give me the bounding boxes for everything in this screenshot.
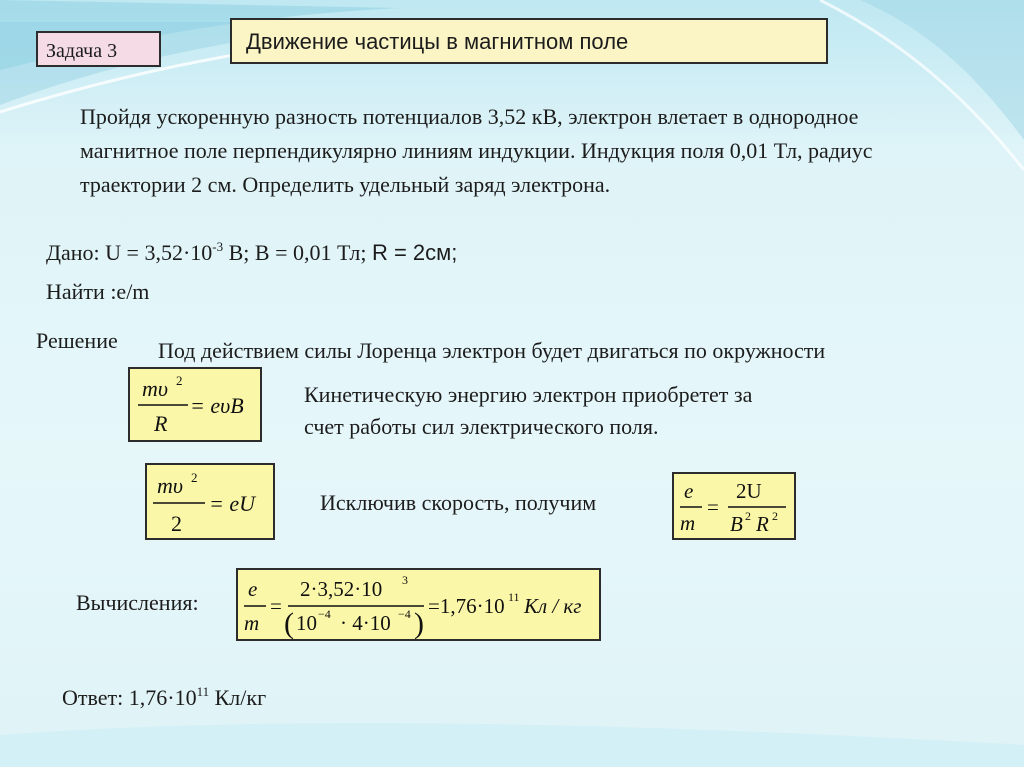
solution-label: Решение [36, 328, 118, 353]
f4-paren-left: ( [284, 607, 294, 639]
f4-numerator-exp: 3 [402, 573, 408, 587]
given-prefix: Дано: U = 3,52·10 [46, 240, 213, 265]
f1-denominator: R [154, 411, 168, 436]
f3-den-r: R [756, 512, 769, 536]
formula-lorentz [128, 367, 262, 442]
formula-energy [145, 463, 275, 540]
f3-equals: = [707, 495, 719, 519]
given-radius: R = 2см; [371, 240, 458, 265]
f4-rhs: =1,76·10 [428, 594, 505, 618]
f4-units: Кл / кг [524, 594, 582, 618]
exclude-text: Исключив скорость, получим [320, 490, 597, 515]
f4-den-a-exp: −4 [318, 607, 331, 621]
calc-label: Вычисления: [76, 590, 199, 615]
f1-numerator-exp: 2 [176, 373, 183, 388]
f1-numerator: mυ [142, 376, 168, 401]
f3-lhs-numerator: e [684, 479, 694, 503]
f3-den-r-exp: 2 [772, 509, 778, 523]
task-number-label: Задача 3 [36, 31, 161, 67]
f4-den-b-exp: −4 [398, 607, 411, 621]
f1-rhs: = eυB [190, 393, 244, 418]
f4-lhs-denominator: m [244, 611, 260, 635]
answer-line [62, 685, 266, 711]
given-suffix: В; B = 0,01 Тл; [223, 240, 372, 265]
f4-rhs-exp: 11 [508, 590, 520, 604]
f4-lhs-numerator: e [248, 577, 258, 601]
f3-den-b: B [730, 512, 743, 536]
f3-numerator: 2U [736, 479, 762, 503]
f2-numerator: mυ [157, 473, 183, 498]
answer-suffix: Кл/кг [209, 685, 267, 710]
answer-exponent: 11 [196, 684, 210, 699]
formula-result [672, 472, 796, 540]
lorentz-text: Под действием силы Лоренца электрон будет двигаться по окружности [158, 338, 826, 363]
formula-calculation [236, 568, 601, 641]
kinetic-text-1: Кинетическую энергию электрон приобретет за [304, 382, 753, 407]
f3-den-b-exp: 2 [745, 509, 751, 523]
find-line: Найти :e/m [46, 279, 150, 304]
f3-lhs-denominator: m [680, 511, 696, 535]
problem-statement: Пройдя ускоренную разность потенциалов 3,52 кВ, электрон влетает в однородное магнитное поле перпендикулярно линиям индукции. Индукция поля 0,01 Тл, радиус траектории 2 см. Определить удельный заряд электрона. [80, 104, 873, 197]
answer-prefix: Ответ: 1,76·10 [62, 685, 197, 710]
f2-rhs: = eU [209, 491, 255, 516]
f4-equals: = [270, 594, 282, 618]
f2-denominator: 2 [171, 511, 182, 536]
kinetic-text-2: счет работы сил электрического поля. [304, 414, 659, 439]
f4-paren-right: ) [414, 607, 424, 639]
slide-title: Движение частицы в магнитном поле [230, 18, 828, 64]
f4-den-a: 10 [296, 611, 317, 635]
f4-numerator: 2·3,52·10 [300, 577, 383, 601]
given-exponent: -3 [212, 239, 224, 254]
f4-den-b: · 4·10 [340, 611, 391, 635]
f2-numerator-exp: 2 [191, 470, 198, 485]
given-line [46, 240, 457, 266]
